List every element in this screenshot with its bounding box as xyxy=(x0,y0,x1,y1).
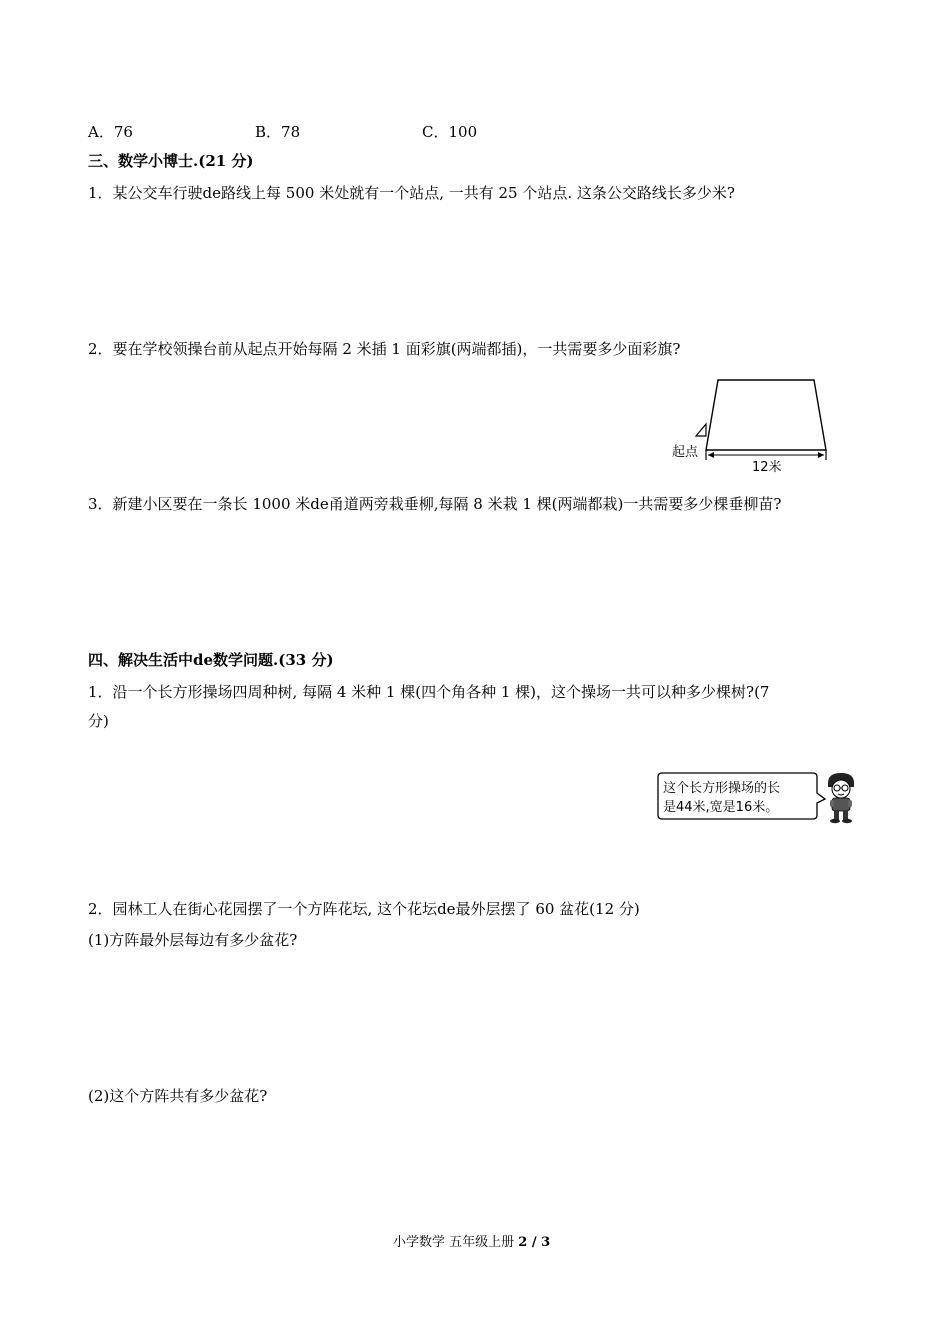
boy-icon xyxy=(828,773,854,823)
length-label: 12米 xyxy=(752,460,782,475)
question-3-3: 3．新建小区要在一条长 1000 米de甬道两旁栽垂柳,每隔 8 米栽 1 棵(两端都栽)一共需要多少棵垂柳苗? xyxy=(88,495,782,513)
question-3-1: 1．某公交车行驶de路线上每 500 米处就有一个站点, 一共有 25 个站点. 这条公交路线长多少米? xyxy=(88,184,735,202)
trapezoid-figure xyxy=(666,376,836,476)
question-4-1-line2: 分) xyxy=(88,712,109,730)
question-4-2-part-2: (2)这个方阵共有多少盆花? xyxy=(88,1087,268,1105)
section-3-title: 三、数学小博士.(21 分) xyxy=(88,152,254,170)
question-4-2: 2．园林工人在街心花园摆了一个方阵花坛, 这个花坛de最外层摆了 60 盆花(12 分) xyxy=(88,900,640,918)
speech-bubble-figure xyxy=(656,771,856,825)
page-number: 2 / 3 xyxy=(518,1235,551,1250)
option-a: A．76 xyxy=(88,123,133,141)
flag-icon xyxy=(696,424,706,436)
arrow-right-icon xyxy=(818,452,824,458)
bubble-line-2: 是44米,宽是16米。 xyxy=(663,800,779,815)
start-label: 起点 xyxy=(672,445,699,460)
option-c: C．100 xyxy=(422,123,478,141)
footer-subject: 小学数学 五年级上册 xyxy=(393,1235,515,1250)
trapezoid-shape xyxy=(706,380,826,450)
page-footer xyxy=(393,1231,550,1250)
bubble-line-1: 这个长方形操场的长 xyxy=(663,781,781,796)
option-b: B．78 xyxy=(255,123,301,141)
question-3-2: 2．要在学校领操台前从起点开始每隔 2 米插 1 面彩旗(两端都插)，一共需要多少面彩旗? xyxy=(88,340,681,358)
question-4-1-line1: 1．沿一个长方形操场四周种树, 每隔 4 米种 1 棵(四个角各种 1 棵)，这个操场一共可以种多少棵树?(7 xyxy=(88,683,770,701)
question-4-2-part-1: (1)方阵最外层每边有多少盆花? xyxy=(88,931,298,949)
arrow-left-icon xyxy=(708,452,714,458)
section-4-title: 四、解决生活中de数学问题.(33 分) xyxy=(88,651,334,669)
